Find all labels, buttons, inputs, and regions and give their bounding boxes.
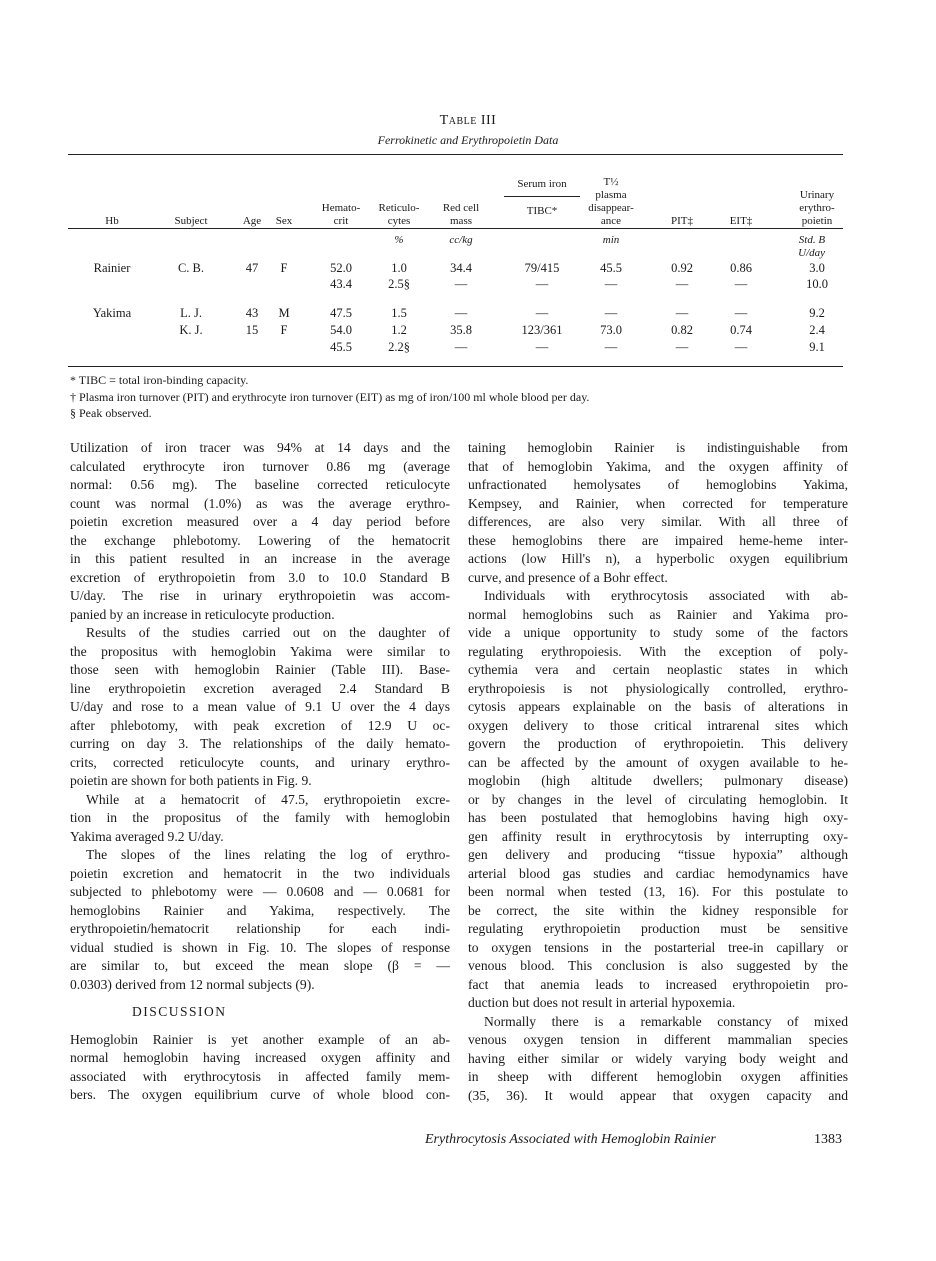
text-line: tion in the propositus of the family with hemoglobin: [70, 810, 450, 825]
table-header-rule: [68, 228, 843, 229]
text-line: line erythropoietin excretion averaged 2.4 Standard B: [70, 680, 450, 696]
unit-label: cc/kg: [449, 234, 473, 246]
table-cell: —: [734, 306, 748, 320]
column-header-pit: PIT‡: [671, 215, 693, 227]
text-line: bers. The oxygen equilibrium curve of whole blood con-: [70, 1087, 450, 1102]
table-cell: 2.4: [809, 323, 825, 337]
text-line: gen delivery and producing “tissue hypoxia” although: [468, 847, 848, 862]
table-cell: 35.8: [450, 323, 472, 337]
table-cell: —: [604, 340, 618, 354]
column-header-t-half: T½: [603, 176, 619, 188]
table-cell: L. J.: [180, 306, 202, 320]
table-cell: 15: [245, 323, 259, 337]
text-line: Individuals with erythrocytosis associated with ab-: [484, 588, 848, 603]
column-header-red-cell-mass: Red cell: [442, 202, 480, 214]
column-header-sex: Sex: [275, 215, 293, 227]
table-cell: 9.1: [809, 340, 825, 354]
column-header-urinary-epo: Urinary: [799, 189, 835, 201]
text-line: crits, corrected reticulocyte counts, and urinary erythro-: [70, 754, 450, 770]
text-line: vide a unique opportunity to study some of the factors: [468, 625, 848, 640]
table-cell: —: [454, 306, 468, 320]
text-line: curve, and presence of a Bohr effect.: [468, 569, 668, 585]
table-cell: —: [454, 340, 468, 354]
table-cell: —: [604, 306, 618, 320]
table-cell: —: [734, 277, 748, 291]
text-line: in this patient resulted in an increase in the average: [70, 551, 450, 566]
text-line: regulating erythropoiesis. With the exception of poly-: [468, 643, 848, 659]
text-line: Kempsey, and Rainier, when corrected for temperature: [468, 495, 848, 511]
text-line: While at a hematocrit of 47.5, erythropoietin excre-: [86, 791, 450, 807]
text-line: erythropoiesis is not physiologically controlled, erythro-: [468, 680, 848, 696]
text-line: curring on day 3. The relationships of the daily hemato-: [70, 736, 450, 751]
text-line: these hemoglobins there are impaired heme-heme inter-: [468, 532, 848, 548]
column-header-red-cell-mass: mass: [450, 215, 472, 227]
table-cell: 52.0: [330, 261, 352, 275]
text-line: U/day and rose to a mean value of 9.1 U over the 4 days: [70, 699, 450, 714]
table-cell: —: [734, 340, 748, 354]
text-line: arterial blood gas studies and cardiac hemodynamics have: [468, 865, 848, 881]
text-line: Hemoglobin Rainier is yet another example of an ab-: [70, 1031, 450, 1047]
text-line: that of hemoglobin Yakima, and the oxygen affinity of: [468, 458, 848, 474]
text-line: poietin are shown for both patients in Fig. 9.: [70, 773, 312, 788]
text-line: fact that anemia leads to increased erythropoietin pro-: [468, 976, 848, 992]
table-cell: 45.5: [330, 340, 352, 354]
table-top-rule: [68, 154, 843, 155]
column-header-subject: Subject: [174, 215, 208, 227]
table-cell: 3.0: [809, 261, 825, 275]
column-header-t-half: ance: [600, 215, 622, 227]
footnote: § Peak observed.: [70, 406, 152, 420]
text-line: venous blood. This conclusion is also suggested by the: [468, 958, 848, 973]
text-line: Yakima averaged 9.2 U/day.: [70, 828, 224, 844]
text-line: normal hemoglobins such as Rainier and Yakima pro-: [468, 606, 848, 622]
column-header-t-half: plasma: [595, 189, 627, 201]
text-line: panied by an increase in reticulocyte production.: [70, 606, 335, 622]
table-cell: C. B.: [177, 261, 205, 275]
footnote: * TIBC = total iron-binding capacity.: [70, 373, 249, 387]
table-cell: M: [278, 306, 290, 320]
column-header-hb: Hb: [105, 215, 119, 227]
text-line: hemoglobins Rainier and Yakima, respectively. The: [70, 902, 450, 918]
text-line: regulating erythropoietin production must be sensitive: [468, 921, 848, 936]
table-cell: —: [675, 340, 689, 354]
text-line: duction but does not result in arterial hypoxemia.: [468, 995, 736, 1010]
table-cell: —: [535, 306, 549, 320]
text-line: can be affected by the amount of oxygen available to he-: [468, 754, 848, 770]
table-cell: Yakima: [92, 306, 132, 320]
text-line: Normally there is a remarkable constancy of mixed: [484, 1013, 848, 1029]
text-line: has been postulated that hemoglobins having high oxy-: [468, 810, 848, 825]
column-header-age: Age: [242, 215, 262, 227]
text-line: poietin excretion measured over a 4 day period before: [70, 514, 450, 529]
text-line: the propositus with hemoglobin Yakima were similar to: [70, 643, 450, 659]
table-cell: 1.0: [391, 261, 407, 275]
text-line: vidual studied is shown in Fig. 10. The slopes of response: [70, 939, 450, 955]
table-cell: —: [675, 277, 689, 291]
column-header-hematocrit: crit: [333, 215, 349, 227]
text-line: to oxygen tensions in the postarterial tree-in capillary or: [468, 939, 848, 955]
table-cell: F: [280, 261, 288, 275]
text-line: those seen with hemoglobin Rainier (Table III). Base-: [70, 662, 450, 677]
footnote: † Plasma iron turnover (PIT) and erythrocyte iron turnover (EIT) as mg of iron/100 ml whole blood per day.: [70, 389, 590, 404]
table-cell: 0.86: [730, 261, 752, 275]
paragraph: [70, 1031, 450, 1105]
table-cell: 34.4: [450, 261, 472, 275]
column-header-eit: EIT‡: [729, 215, 753, 227]
table-cell: 123/361: [521, 323, 563, 337]
paragraph: [70, 846, 450, 994]
text-line: differences, are also very similar. With all three of: [468, 514, 848, 529]
page-number: 1383: [814, 1132, 842, 1147]
text-line: cytosis appears explainable on the basis of alterations in: [468, 699, 848, 714]
table-subtitle: Ferrokinetic and Erythropoietin Data: [377, 133, 559, 147]
table-cell: 45.5: [600, 261, 622, 275]
table-cell: 73.0: [600, 323, 622, 337]
column-header-hematocrit: Hemato-: [321, 202, 361, 214]
column-header-urinary-epo: erythro-: [799, 202, 835, 214]
text-line: subjected to phlebotomy were — 0.0608 and — 0.0681 for: [70, 884, 450, 899]
column-header-t-half: disappear-: [588, 202, 634, 214]
table-cell: 79/415: [524, 261, 560, 275]
text-line: in sheep with different hemoglobin oxygen affinities: [468, 1069, 848, 1084]
table-cell: 0.92: [671, 261, 693, 275]
text-line: venous oxygen tension in different mammalian species: [468, 1032, 848, 1047]
table-cell: —: [454, 277, 468, 291]
text-line: normal: 0.56 mg). The baseline corrected reticulocyte: [70, 477, 450, 492]
table-cell: —: [675, 306, 689, 320]
text-line: U/day. The rise in urinary erythropoietin was accom-: [70, 588, 450, 603]
text-line: unfractionated hemolysates of hemoglobins Yakima,: [468, 477, 848, 492]
table-cell: —: [535, 277, 549, 291]
paragraph: [468, 587, 848, 1013]
text-line: after phlebotomy, with peak excretion of 12.9 U oc-: [70, 717, 450, 733]
text-line: been normal when tested (13, 16). For this postulate to: [468, 884, 848, 899]
text-line: gen affinity result in erythrocytosis by interrupting oxy-: [468, 828, 848, 844]
text-line: associated with erythrocytosis in affected family mem-: [70, 1068, 450, 1084]
table-cell: F: [280, 323, 288, 337]
table-cell: Rainier: [93, 261, 131, 275]
table-cell: 10.0: [806, 277, 828, 291]
text-line: normal hemoglobin having increased oxygen affinity and: [70, 1050, 450, 1065]
text-line: having either similar or widely varying body weight and: [468, 1050, 848, 1066]
text-line: calculated erythrocyte iron turnover 0.86 mg (average: [70, 458, 450, 474]
table-cell: 0.74: [730, 323, 752, 337]
text-line: actions (low Hill's n), a hyperbolic oxygen equilibrium: [468, 551, 848, 566]
paragraph: [70, 624, 450, 791]
table-cell: 43.4: [330, 277, 352, 291]
text-line: excretion of erythropoietin from 3.0 to 10.0 Standard B: [70, 569, 450, 585]
table-cell: 47: [245, 261, 259, 275]
table-title: Table III: [439, 113, 497, 128]
table-cell: 47.5: [330, 306, 352, 320]
text-line: Results of the studies carried out on the daughter of: [86, 625, 450, 640]
table-cell: 1.2: [391, 323, 407, 337]
table-cell: 2.2§: [388, 340, 410, 354]
table-cell: 2.5§: [388, 277, 410, 291]
table-bottom-rule: [68, 366, 843, 367]
paragraph: [70, 439, 450, 624]
text-line: count was normal (1.0%) as was the average erythro-: [70, 495, 450, 511]
text-line: or by changes in the level of circulating hemoglobin. It: [468, 791, 848, 807]
serum-iron-fraction-bar: [504, 196, 580, 197]
table-cell: 0.82: [671, 323, 693, 337]
running-title: Erythrocytosis Associated with Hemoglobin Rainier: [425, 1132, 716, 1147]
table-cell: 9.2: [809, 306, 825, 320]
text-line: be correct, the site within the kidney responsible for: [468, 902, 848, 918]
table-cell: K. J.: [179, 323, 203, 337]
text-line: erythropoietin/hematocrit relationship for each indi-: [70, 921, 450, 936]
text-line: govern the production of erythropoietin. This delivery: [468, 736, 848, 751]
table-cell: —: [604, 277, 618, 291]
column-header-serum-iron-tibc: TIBC*: [526, 205, 558, 217]
text-line: are similar to, but exceed the mean slope (β = —: [70, 958, 450, 973]
table-cell: —: [535, 340, 549, 354]
table-cell: 54.0: [330, 323, 352, 337]
column-header-urinary-epo: poietin: [801, 215, 833, 227]
text-line: The slopes of the lines relating the log of erythro-: [86, 847, 450, 862]
column-header-reticulocytes: Reticulo-: [378, 202, 420, 214]
table-cell: 1.5: [391, 306, 407, 320]
column-header-serum-iron-tibc: Serum iron: [517, 178, 567, 190]
text-line: poietin excretion and hematocrit in the two individuals: [70, 865, 450, 881]
text-line: the exchange phlebotomy. Lowering of the hematocrit: [70, 532, 450, 548]
unit-label: min: [602, 234, 620, 246]
table-cell: 43: [245, 306, 259, 320]
text-line: (35, 36). It would appear that oxygen capacity and: [468, 1087, 848, 1103]
paragraph: [70, 791, 450, 847]
text-line: taining hemoglobin Rainier is indistinguishable from: [468, 440, 848, 455]
column-header-reticulocytes: cytes: [387, 215, 411, 227]
unit-label: %: [394, 234, 404, 246]
unit-label: Std. B U/day: [798, 234, 826, 259]
paragraph: [468, 1013, 848, 1106]
paragraph: [468, 439, 848, 587]
text-line: cythemia vera and certain neoplastic states in which: [468, 662, 848, 677]
text-line: Utilization of iron tracer was 94% at 14 days and the: [70, 440, 450, 455]
text-column-right: [468, 439, 848, 1105]
text-line: moglobin (high altitude dwellers; pulmonary disease): [468, 773, 848, 788]
text-column-left: [70, 439, 450, 1105]
text-line: oxygen delivery to those critical intrarenal sites which: [468, 717, 848, 733]
section-heading: DISCUSSION: [132, 1004, 227, 1019]
text-line: 0.0303) derived from 12 normal subjects (9).: [70, 976, 315, 992]
